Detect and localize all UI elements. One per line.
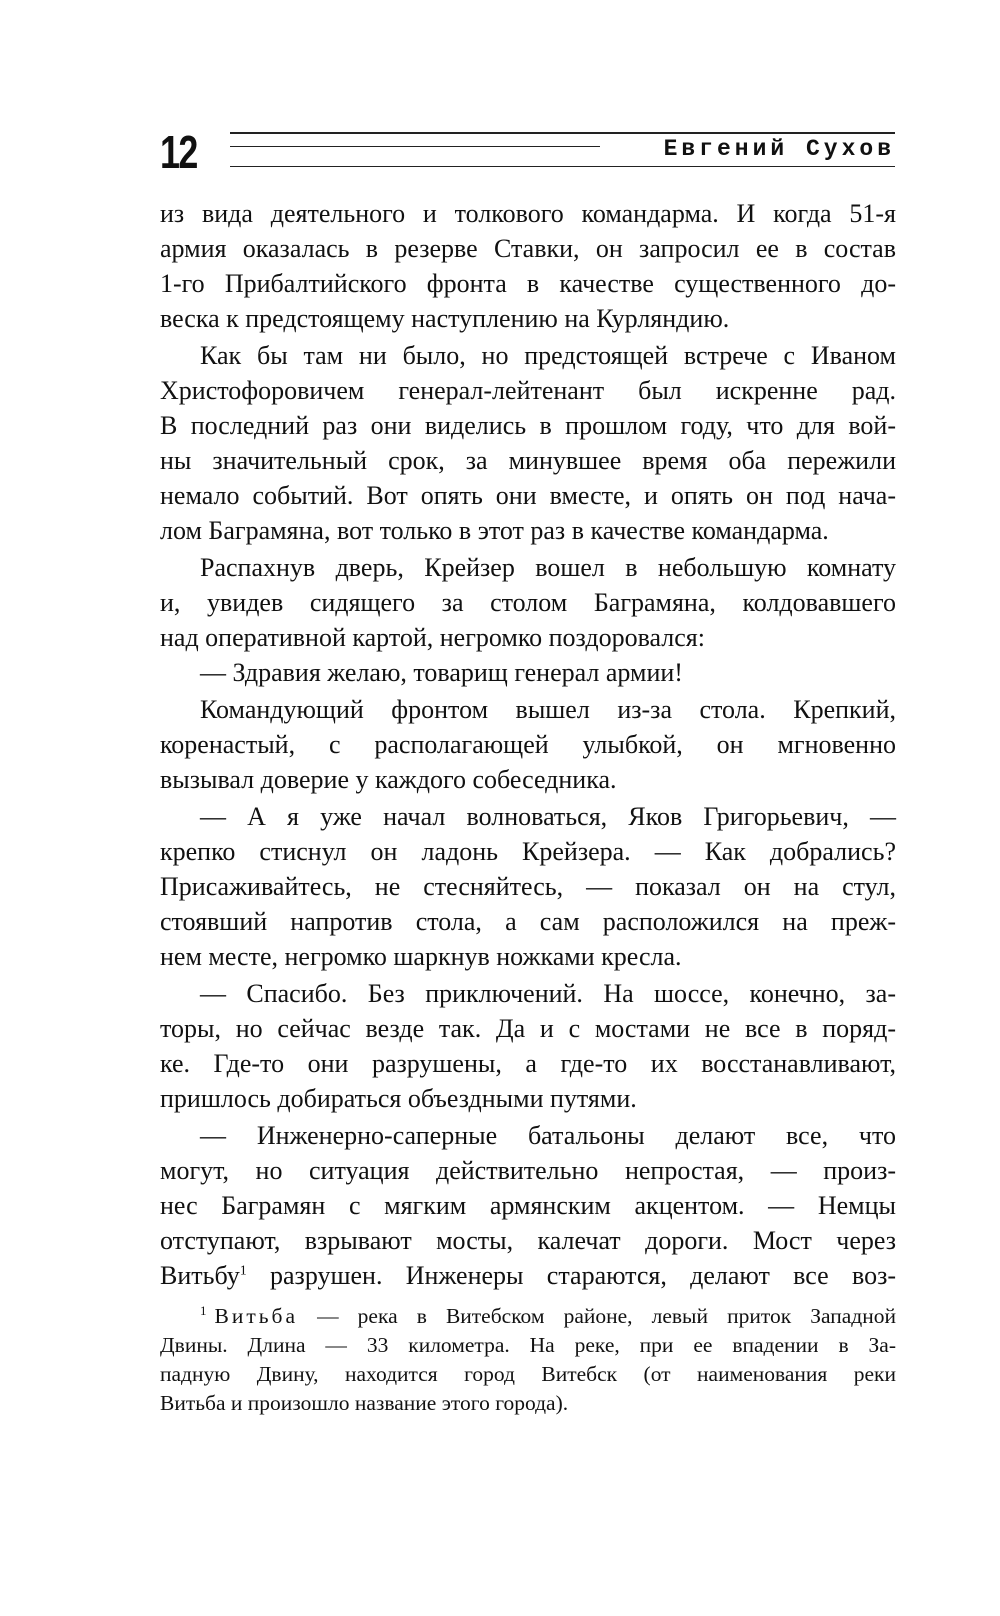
text-line: и, увидев сидящего за столом Баграмяна, колдовавшего <box>160 588 896 617</box>
text-line: — Спасибо. Без приключений. На шоссе, конечно, за- <box>200 979 896 1008</box>
text-line: из вида деятельного и толкового командарма. И когда 51-я <box>160 199 896 228</box>
footnote-marker: 1 <box>200 1302 207 1318</box>
running-header <box>160 122 895 184</box>
text-line: В последний раз они виделись в прошлом году, что для вой- <box>160 411 896 440</box>
text-line: Присаживайтесь, не стесняйтесь, — показал он на стул, <box>160 872 896 901</box>
footnote-line: Двины. Длина — 33 километра. На реке, при ее впадении в За- <box>160 1333 896 1357</box>
footnote-anchor-word: Витьбу <box>160 1261 240 1290</box>
text-line: лом Баграмяна, вот только в этот раз в качестве командарма. <box>160 516 829 545</box>
text-line: немало событий. Вот опять они вместе, и опять он под нача- <box>160 481 896 510</box>
text-line: Командующий фронтом вышел из-за стола. Крепкий, <box>200 695 896 724</box>
main-text <box>160 196 896 1293</box>
text-line: ке. Где-то они разрушены, а где-то их восстанавливают, <box>160 1049 896 1078</box>
header-rule-middle <box>230 146 600 147</box>
text-line: крепко стиснул он ладонь Крейзера. — Как добрались? <box>160 837 896 866</box>
text-line: пришлось добираться объездными путями. <box>160 1084 637 1113</box>
text-line: над оперативной картой, негромко поздоровался: <box>160 623 705 652</box>
text-line: стоявший напротив стола, а сам расположился на преж- <box>160 907 896 936</box>
text-line: Как бы там ни было, но предстоящей встрече с Иваном <box>200 341 896 370</box>
text-line-tail: разрушен. Инженеры стараются, делают все воз- <box>270 1261 896 1290</box>
text-line: отступают, взрывают мосты, калечат дороги. Мост через <box>160 1226 896 1255</box>
footnote <box>160 1302 896 1418</box>
text-line: нес Баграмян с мягким армянским акцентом. — Немцы <box>160 1191 896 1220</box>
header-rule-bottom <box>230 166 895 167</box>
text-line: — А я уже начал волноваться, Яков Григорьевич, — <box>200 802 896 831</box>
text-line: веска к предстоящему наступлению на Курляндию. <box>160 304 730 333</box>
text-line: Христофоровичем генерал-лейтенант был искренне рад. <box>160 376 896 405</box>
text-line: коренастый, с располагающей улыбкой, он мгновенно <box>160 730 896 759</box>
footnote-line: Витьба и произошло название этого города). <box>160 1391 569 1415</box>
text-line: ны значительный срок, за минувшее время оба пережили <box>160 446 896 475</box>
text-line: нем месте, негромко шаркнув ножками кресла. <box>160 942 682 971</box>
text-line: 1-го Прибалтийского фронта в качестве существенного до- <box>160 269 896 298</box>
footnote-reference[interactable]: 1 <box>239 1263 247 1279</box>
text-line: Распахнув дверь, Крейзер вошел в небольшую комнату <box>200 553 896 582</box>
text-line: торы, но сейчас везде так. Да и с мостами не все в поряд- <box>160 1014 896 1043</box>
text-line-with-footnote-ref <box>160 1258 896 1293</box>
author-name: Евгений Сухов <box>654 134 895 164</box>
text-line: — Инженерно-саперные батальоны делают все, что <box>200 1121 896 1150</box>
footnote-line <box>160 1302 896 1331</box>
text-line: вызывал доверие у каждого собеседника. <box>160 765 617 794</box>
footnote-line: падную Двину, находится город Витебск (от наименования реки <box>160 1362 896 1386</box>
page-number: 12 <box>160 126 197 178</box>
text-line: могут, но ситуация действительно непростая, — произ- <box>160 1156 896 1185</box>
text-line: армия оказалась в резерве Ставки, он запросил ее в состав <box>160 234 896 263</box>
footnote-text: — река в Витебском районе, левый приток Западной <box>317 1304 896 1328</box>
footnote-term: Витьба <box>214 1304 299 1328</box>
text-line: — Здравия желаю, товарищ генерал армии! <box>200 658 683 687</box>
